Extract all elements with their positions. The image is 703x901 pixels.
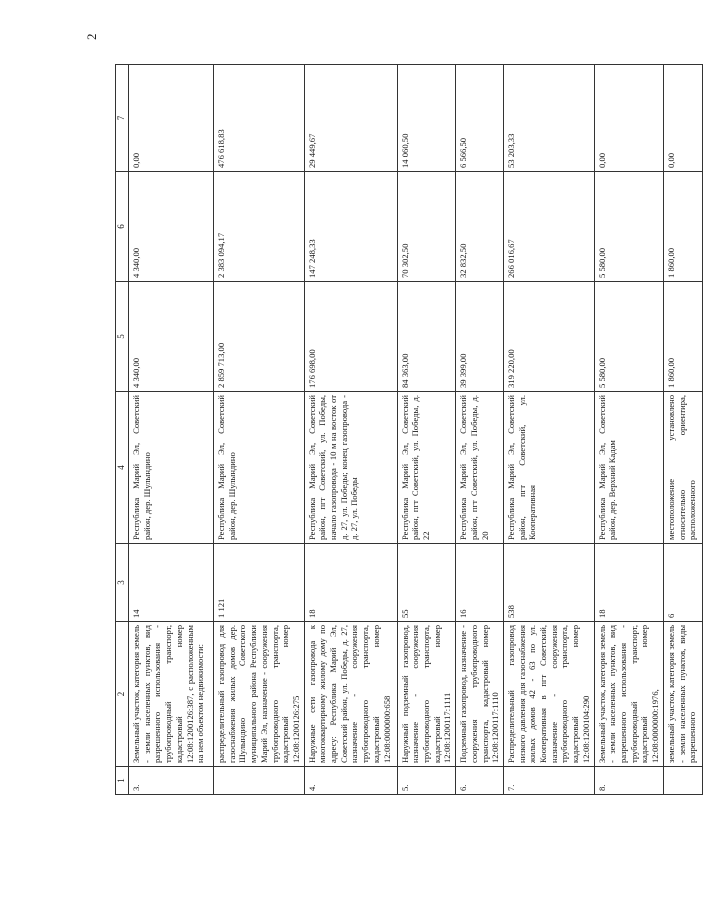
object-length: 6 xyxy=(663,544,702,622)
value-col5: 5 580,00 xyxy=(594,282,663,392)
value-col6: 4 340,00 xyxy=(129,172,214,282)
object-description: Земельный участок, категория земель - земли населенных пунктов, вид разрешенного использования - трубопроводный транспорт, кадастровый номер 12:08:1200126:387, с расположенным на нем объектом недвижимости: xyxy=(129,622,214,767)
object-length: 55 xyxy=(397,544,456,622)
value-col6: 32 832,50 xyxy=(456,172,504,282)
row-number: 4. xyxy=(304,767,397,795)
object-address: Республика Марий Эл, Советский район, пгт Советский, ул. Победы, д. 22 xyxy=(397,392,456,544)
object-length: 18 xyxy=(594,544,663,622)
object-length: 1 121 xyxy=(214,544,305,622)
header-cell: 6 xyxy=(116,172,129,282)
row-number: 3. xyxy=(129,767,214,795)
value-col7: 53 203,33 xyxy=(503,65,594,172)
table-row xyxy=(663,65,702,795)
value-col5: 84 363,00 xyxy=(397,282,456,392)
value-col5: 2 859 713,00 xyxy=(214,282,305,392)
object-address: Республика Марий Эл, Советский район, пгт Советский, ул. Победы, начало газопровода - 10 м на восток от д. 27, ул. Победы; конец газопровода - д. 27, ул. Победы xyxy=(304,392,397,544)
object-description: распределительный газопровод для газоснабжения жилых домов дер. Шулындино Советского муниципального района Республики Марий Эл, назначение - сооружения трубопроводного транспорта, кадастровый номер 12:08:1200126:275 xyxy=(214,622,305,767)
object-address: Республика Марий Эл, Советский район, дер. Шулындино xyxy=(129,392,214,544)
header-cell: 4 xyxy=(116,392,129,544)
value-col6: 2 383 094,17 xyxy=(214,172,305,282)
object-length: 18 xyxy=(304,544,397,622)
object-description: Наружные сети газопровода к многоквартирному жилому дому по адресу: Республика Марий Эл, Советский район, ул. Победы, д. 27, назначение - сооружения трубопроводного транспорта, кадастровый номер 12:08:0000000:658 xyxy=(304,622,397,767)
value-col7: 0,00 xyxy=(129,65,214,172)
table-row xyxy=(594,65,663,795)
row-number: 6. xyxy=(456,767,504,795)
object-length: 14 xyxy=(129,544,214,622)
object-description: Земельный участок, категория земель - земли населенных пунктов, вид разрешенного использования - трубопроводный транспорт, кадастровый номер 12:08:0000000:1976, xyxy=(594,622,663,767)
page-number: 2 xyxy=(84,33,99,40)
object-length: 538 xyxy=(503,544,594,622)
header-cell: 7 xyxy=(116,65,129,172)
table-row xyxy=(129,65,214,795)
value-col7: 29 449,67 xyxy=(304,65,397,172)
rotated-table-frame xyxy=(115,65,698,795)
value-col7: 476 618,83 xyxy=(214,65,305,172)
object-address: Республика Марий Эл, Советский район, пгт Советский, ул. Кооперативная xyxy=(503,392,594,544)
object-description: земельный участок, категория земель - земли населенных пунктов, виды разрешенного xyxy=(663,622,702,767)
value-col7: 14 060,50 xyxy=(397,65,456,172)
value-col7: 0,00 xyxy=(663,65,702,172)
header-cell: 2 xyxy=(116,622,129,767)
header-row xyxy=(116,65,129,795)
value-col5: 319 220,00 xyxy=(503,282,594,392)
row-number: 5. xyxy=(397,767,456,795)
value-col6: 70 302,50 xyxy=(397,172,456,282)
value-col5: 39 399,00 xyxy=(456,282,504,392)
table-row xyxy=(214,65,305,795)
table-row xyxy=(456,65,504,795)
object-address: Республика Марий Эл, Советский район, пгт Советский, ул. Победы, д. 20 xyxy=(456,392,504,544)
object-description: Подземный газопровод, назначение - сооружения трубопроводного транспорта, кадастровый номер 12:08:1200117:1110 xyxy=(456,622,504,767)
table-row xyxy=(397,65,456,795)
object-length: 16 xyxy=(456,544,504,622)
value-col5: 176 698,00 xyxy=(304,282,397,392)
object-address: Республика Марий Эл, Советский район, дер. Верхний Кадам xyxy=(594,392,663,544)
row-number xyxy=(663,767,702,795)
row-number: 8. xyxy=(594,767,663,795)
object-address: Республика Марий Эл, Советский район, дер. Шулындино xyxy=(214,392,305,544)
row-number xyxy=(214,767,305,795)
value-col5: 4 340,00 xyxy=(129,282,214,392)
value-col7: 0,00 xyxy=(594,65,663,172)
value-col6: 266 016,67 xyxy=(503,172,594,282)
object-description: Распределительный газопровод низкого давления для газоснабжения жилых домов 42 - 63 по ул. Кооперативная в пгт Советский, назначение - сооружения трубопроводного транспорта, кадастровый номер 12:08:1200104:290 xyxy=(503,622,594,767)
object-address: местоположение установлено относительно ориентира, расположенного xyxy=(663,392,702,544)
table-row xyxy=(304,65,397,795)
object-description: Наружный подземный газопровод, назначение - сооружения трубопроводного транспорта, кадастровый номер 12:08:1200117:1111 xyxy=(397,622,456,767)
property-table xyxy=(115,64,703,795)
value-col5: 1 860,00 xyxy=(663,282,702,392)
header-cell: 3 xyxy=(116,544,129,622)
table-row xyxy=(503,65,594,795)
value-col6: 5 580,00 xyxy=(594,172,663,282)
value-col7: 6 566,50 xyxy=(456,65,504,172)
header-cell: 1 xyxy=(116,767,129,795)
value-col6: 147 248,33 xyxy=(304,172,397,282)
row-number: 7. xyxy=(503,767,594,795)
header-cell: 5 xyxy=(116,282,129,392)
value-col6: 1 860,00 xyxy=(663,172,702,282)
